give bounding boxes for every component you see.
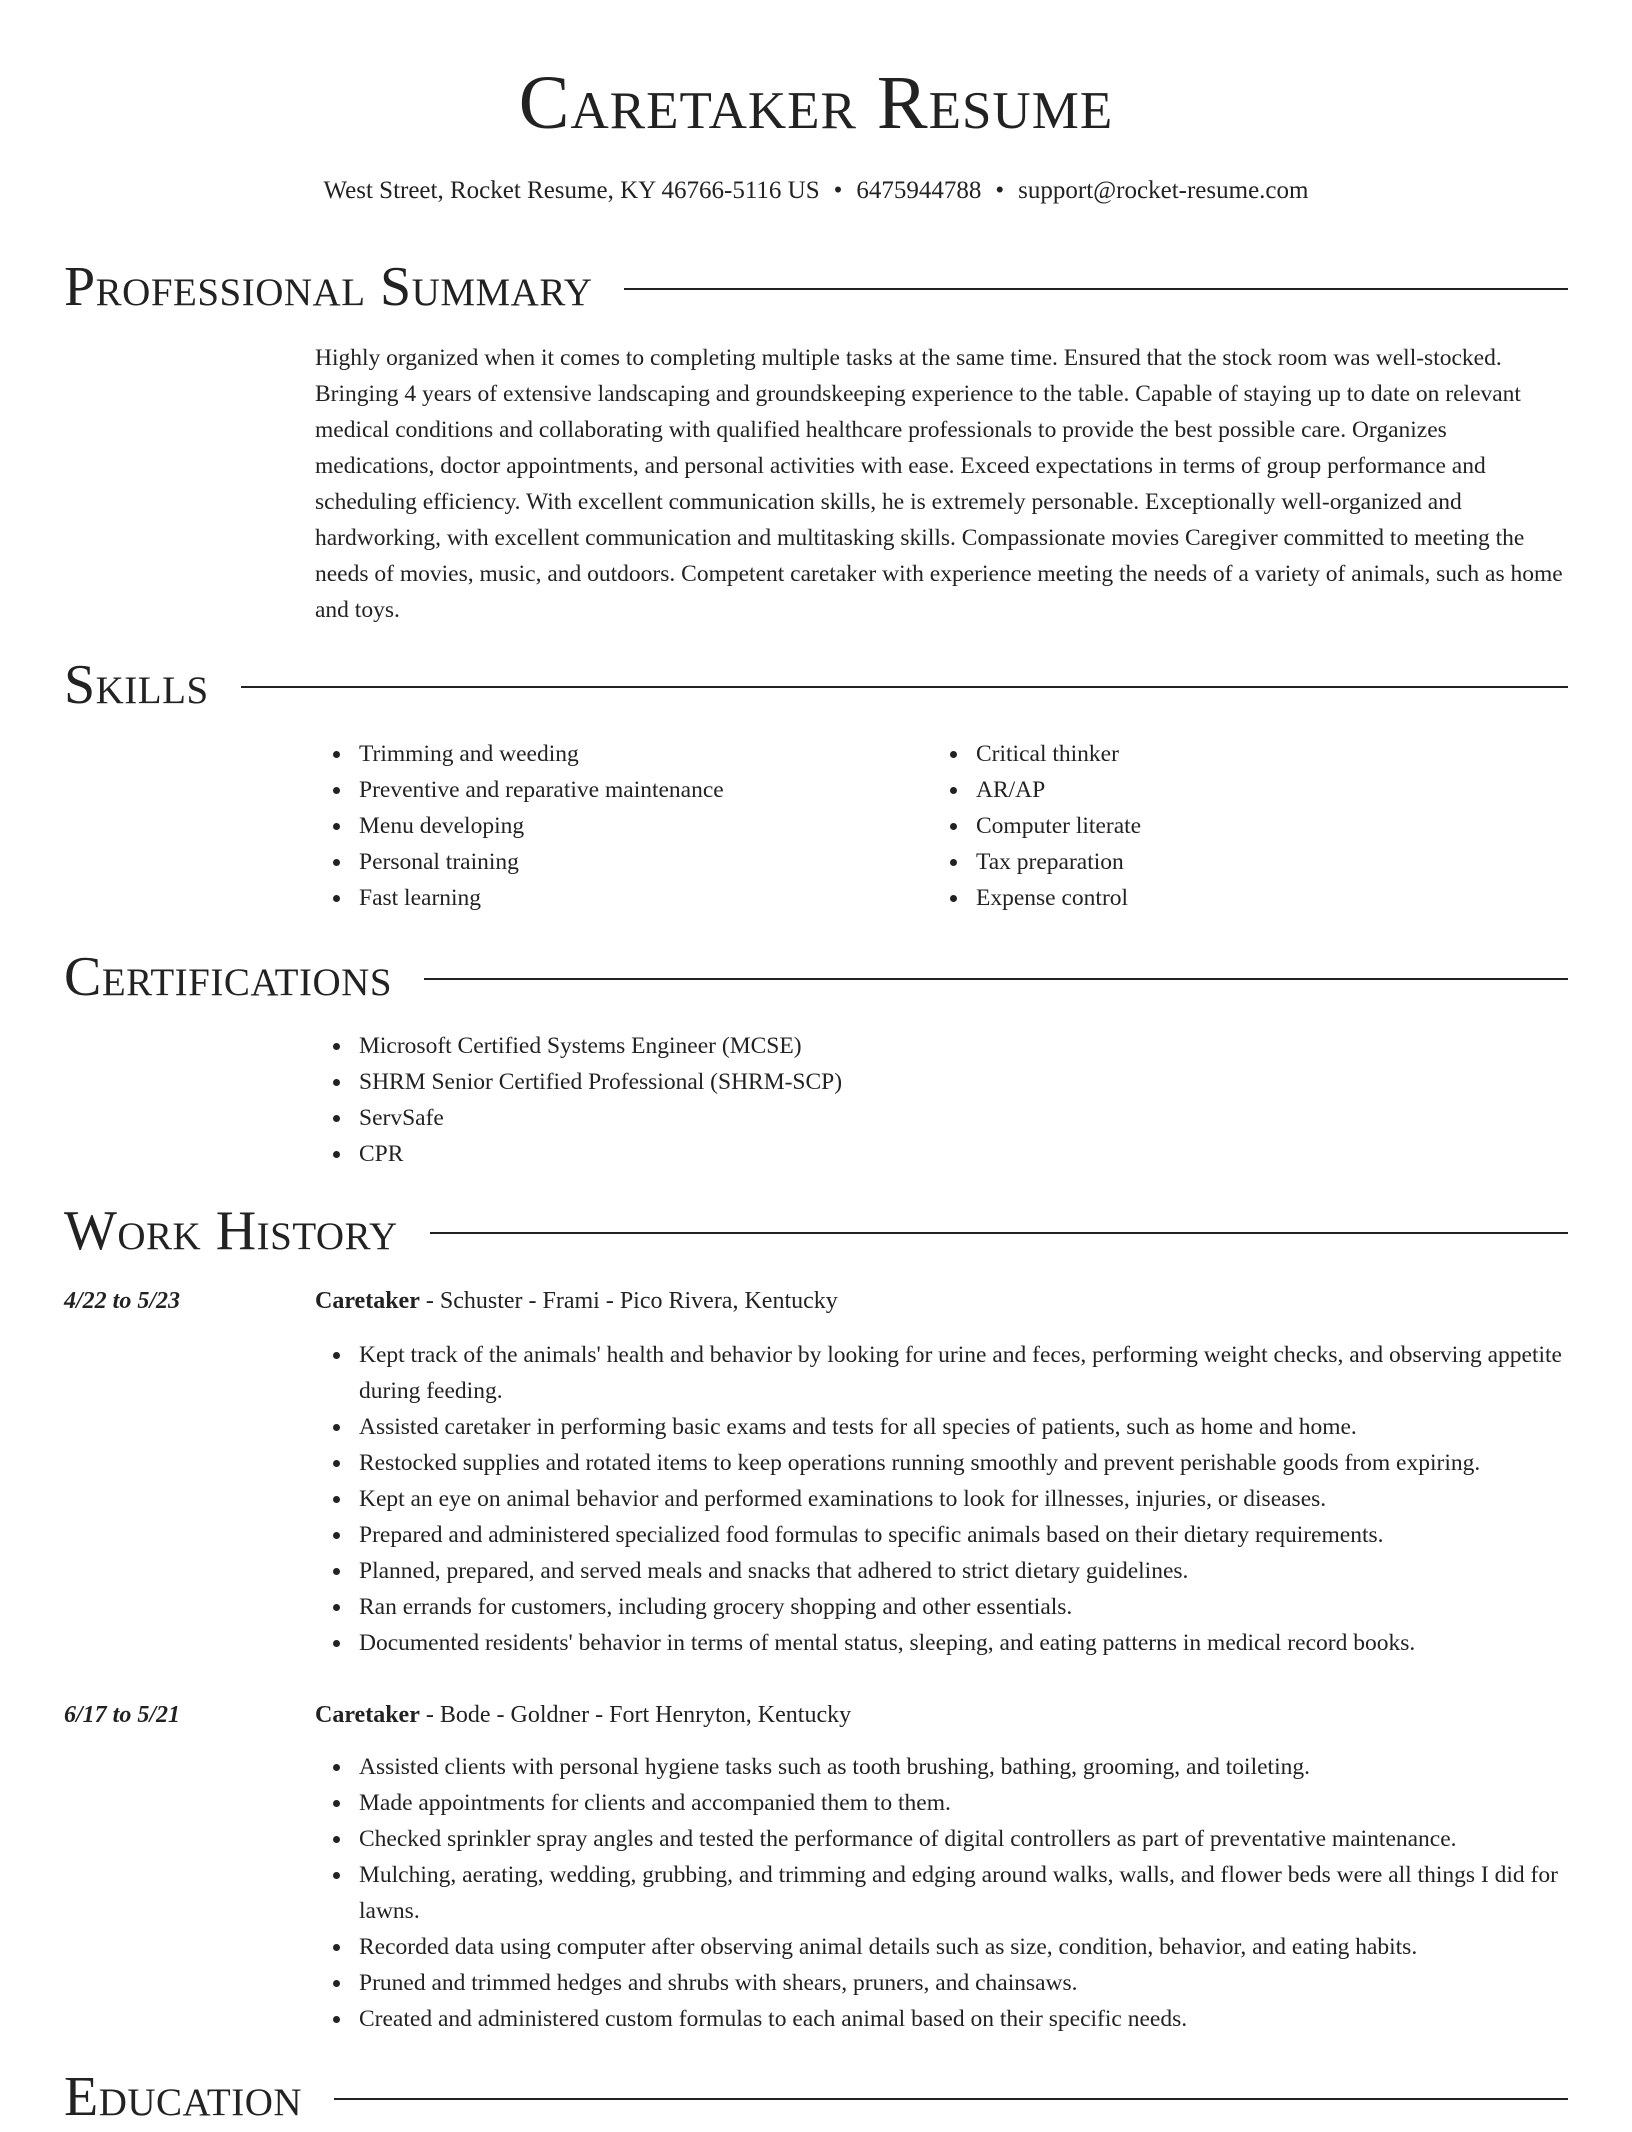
skill-item: Computer literate bbox=[932, 808, 1532, 844]
job-employer: - Bode - Goldner - Fort Henryton, Kentucky bbox=[419, 1702, 852, 1728]
contact-separator: • bbox=[995, 177, 1005, 204]
certifications-list bbox=[315, 1028, 1569, 1172]
summary-text: Highly organized when it comes to completing multiple tasks at the same time. Ensured that the stock room was well-stocked. Bringing 4 years of extensive landscaping and groundskeeping experience to the table. Capable of staying up to date on relevant medical conditions and collaborating with qualified healthcare professionals to provide the best possible care. Organizes medications, doctor appointments, and personal activities with ease. Exceed expectations in terms of group performance and scheduling efficiency. With excellent communication skills, he is extremely personable. Exceptionally well-organized and hardworking, with excellent communication and multitasking skills. Compassionate movies Caregiver committed to meeting the needs of movies, music, and outdoors. Competent caretaker with experience meeting the needs of a variety of animals, such as home and toys. bbox=[315, 345, 1563, 623]
certifications-section-title: Certifications bbox=[64, 946, 393, 1008]
section-divider bbox=[430, 1232, 1568, 1234]
job-bullet: Made appointments for clients and accompanied them to them. bbox=[315, 1785, 1569, 1821]
job-bullet: Prepared and administered specialized food formulas to specific animals based on their dietary requirements. bbox=[315, 1517, 1569, 1553]
job-role: Caretaker bbox=[315, 1288, 420, 1314]
summary-section-header bbox=[64, 252, 1568, 322]
section-divider bbox=[241, 686, 1568, 688]
job-dates: 4/22 to 5/23 bbox=[64, 1288, 181, 1314]
job-bullet: Documented residents' behavior in terms of mental status, sleeping, and eating patterns in medical record books. bbox=[315, 1625, 1569, 1661]
contact-address: West Street, Rocket Resume, KY 46766-5116 US bbox=[323, 177, 820, 204]
section-divider bbox=[624, 288, 1568, 290]
certification-item: ServSafe bbox=[315, 1100, 1569, 1136]
skill-item: AR/AP bbox=[932, 772, 1532, 808]
job-bullet: Pruned and trimmed hedges and shrubs with shears, pruners, and chainsaws. bbox=[315, 1965, 1569, 2001]
education-section-title: Education bbox=[64, 2066, 303, 2128]
skill-item: Expense control bbox=[932, 880, 1532, 916]
job-bullets bbox=[315, 1337, 1569, 1661]
contact-phone: 6475944788 bbox=[856, 177, 982, 204]
skills-section-header bbox=[64, 650, 1568, 720]
job-role: Caretaker bbox=[315, 1702, 420, 1728]
section-divider bbox=[424, 978, 1568, 980]
certifications-section-header bbox=[64, 942, 1568, 1012]
job-bullet: Kept an eye on animal behavior and performed examinations to look for illnesses, injuries, or diseases. bbox=[315, 1481, 1569, 1517]
skill-item: Critical thinker bbox=[932, 736, 1532, 772]
section-divider bbox=[334, 2098, 1568, 2100]
job-bullet: Restocked supplies and rotated items to keep operations running smoothly and prevent perishable goods from expiring. bbox=[315, 1445, 1569, 1481]
job-dates: 6/17 to 5/21 bbox=[64, 1702, 181, 1728]
skills-list-right bbox=[932, 736, 1532, 916]
contact-separator: • bbox=[833, 177, 843, 204]
skill-item: Preventive and reparative maintenance bbox=[315, 772, 915, 808]
job-bullet: Planned, prepared, and served meals and snacks that adhered to strict dietary guidelines. bbox=[315, 1553, 1569, 1589]
job-bullet: Checked sprinkler spray angles and tested the performance of digital controllers as part of preventative maintenance. bbox=[315, 1821, 1569, 1857]
skill-item: Tax preparation bbox=[932, 844, 1532, 880]
skills-section-title: Skills bbox=[64, 654, 209, 716]
contact-email: support@rocket-resume.com bbox=[1018, 177, 1309, 204]
skill-item: Menu developing bbox=[315, 808, 915, 844]
job-heading bbox=[315, 1283, 838, 1319]
certification-item: SHRM Senior Certified Professional (SHRM-SCP) bbox=[315, 1064, 1569, 1100]
resume-name: Caretaker Resume bbox=[518, 61, 1114, 145]
skills-list-left bbox=[315, 736, 915, 916]
certification-item: CPR bbox=[315, 1136, 1569, 1172]
summary-section-title: Professional Summary bbox=[64, 256, 593, 318]
skill-item: Fast learning bbox=[315, 880, 915, 916]
job-bullet: Assisted clients with personal hygiene tasks such as tooth brushing, bathing, grooming, and toileting. bbox=[315, 1749, 1569, 1785]
certification-item: Microsoft Certified Systems Engineer (MCSE) bbox=[315, 1028, 1569, 1064]
job-heading bbox=[315, 1697, 851, 1733]
job-employer: - Schuster - Frami - Pico Rivera, Kentucky bbox=[419, 1288, 838, 1314]
work-section-title: Work History bbox=[64, 1200, 398, 1262]
contact-line bbox=[0, 174, 1632, 208]
job-bullet: Ran errands for customers, including grocery shopping and other essentials. bbox=[315, 1589, 1569, 1625]
skill-item: Trimming and weeding bbox=[315, 736, 915, 772]
work-section-header bbox=[64, 1196, 1568, 1266]
education-section-header bbox=[64, 2062, 1568, 2132]
job-bullet: Assisted caretaker in performing basic exams and tests for all species of patients, such as home and home. bbox=[315, 1409, 1569, 1445]
job-bullet: Mulching, aerating, wedding, grubbing, and trimming and edging around walks, walls, and flower beds were all things I did for lawns. bbox=[315, 1857, 1569, 1929]
job-bullet: Created and administered custom formulas to each animal based on their specific needs. bbox=[315, 2001, 1569, 2037]
job-bullets bbox=[315, 1749, 1569, 2037]
job-bullet: Kept track of the animals' health and behavior by looking for urine and feces, performing weight checks, and observing appetite during feeding. bbox=[315, 1337, 1569, 1409]
job-bullet: Recorded data using computer after observing animal details such as size, condition, behavior, and eating habits. bbox=[315, 1929, 1569, 1965]
skill-item: Personal training bbox=[315, 844, 915, 880]
